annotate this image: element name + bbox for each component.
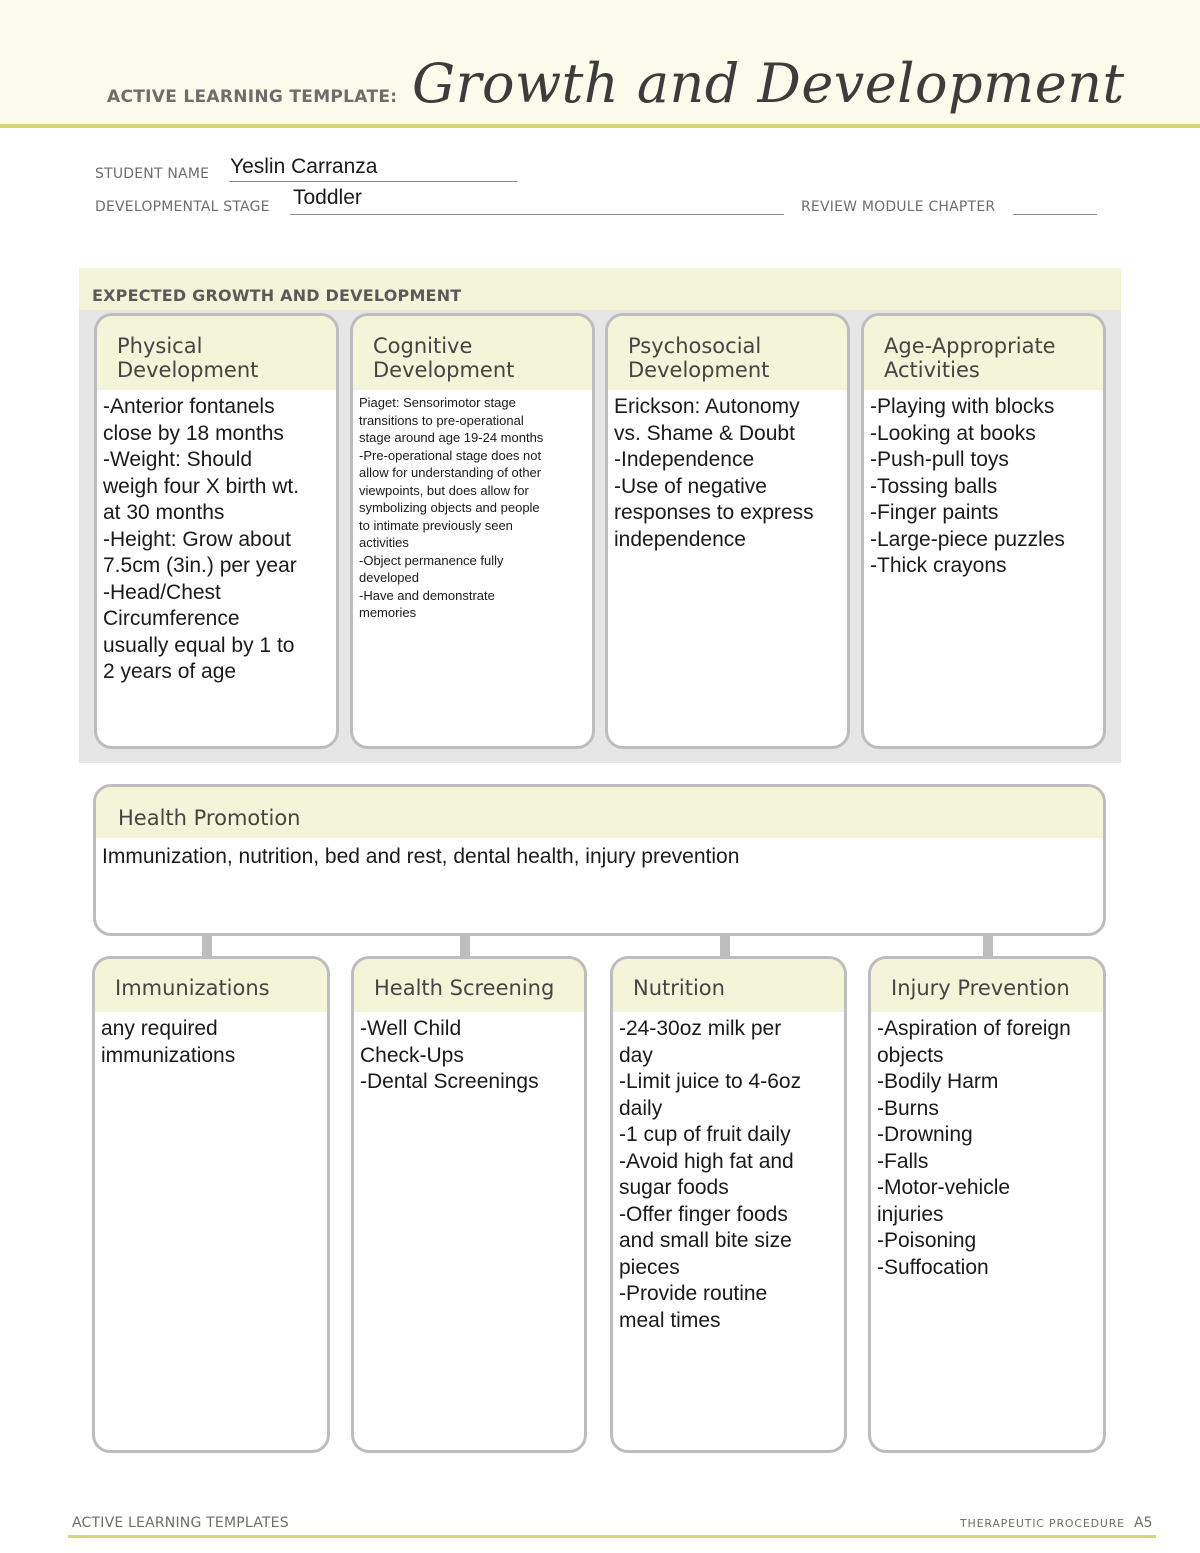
student-name-line (229, 181, 517, 182)
injury-prevention-heading: Injury Prevention (871, 959, 1103, 1012)
psychosocial-development-card (605, 313, 850, 749)
student-name-label: STUDENT NAME (95, 166, 210, 182)
review-module-chapter-label: REVIEW MODULE CHAPTER (801, 199, 996, 215)
cognitive-development-text[interactable]: Piaget: Sensorimotor stage transitions to pre-operational stage around age 19-24 months -Pre-operational stage does not allow for understanding of other viewpoints, but does allow for symbolizing objects and people to intimate previously seen activities -Object permanence fully developed -Have and demonstrate memories (359, 395, 544, 620)
physical-development-card (94, 313, 339, 749)
nutrition-text[interactable]: -24-30oz milk per day -Limit juice to 4-6oz daily -1 cup of fruit daily -Avoid high fat and sugar foods -Offer finger foods and small bite size pieces -Provide routine meal times (619, 1017, 802, 1332)
nutrition-card (610, 956, 847, 1453)
psychosocial-development-heading: Psychosocial Development (608, 316, 847, 390)
footer-rule (68, 1535, 1156, 1538)
connector-nutrition (720, 936, 730, 958)
health-promotion-heading: Health Promotion (96, 787, 1103, 838)
age-appropriate-activities-text[interactable]: -Playing with blocks -Looking at books -Push-pull toys -Tossing balls -Finger paints -Large-piece puzzles -Thick crayons (870, 395, 1065, 577)
health-screening-card (351, 956, 587, 1453)
expected-growth-title: EXPECTED GROWTH AND DEVELOPMENT (92, 286, 462, 305)
template-header (0, 0, 1200, 128)
footer-right-label: THERAPEUTIC PROCEDURE (960, 1517, 1125, 1530)
health-promotion-text[interactable]: Immunization, nutrition, bed and rest, dental health, injury prevention (102, 845, 740, 868)
page-number: A5 (1134, 1515, 1153, 1531)
psychosocial-development-text[interactable]: Erickson: Autonomy vs. Shame & Doubt -Independence -Use of negative responses to express independence (614, 395, 814, 551)
cognitive-development-card (350, 313, 595, 749)
age-appropriate-activities-card (861, 313, 1106, 749)
developmental-stage-line (290, 214, 784, 215)
nutrition-heading: Nutrition (613, 959, 844, 1012)
health-screening-heading: Health Screening (354, 959, 584, 1012)
injury-prevention-text[interactable]: -Aspiration of foreign objects -Bodily Harm -Burns -Drowning -Falls -Motor-vehicle injuries -Poisoning -Suffocation (877, 1017, 1071, 1279)
page-title: Growth and Development (412, 52, 1125, 115)
connector-health-screening (460, 936, 470, 958)
developmental-stage-label: DEVELOPMENTAL STAGE (95, 199, 270, 215)
health-screening-text[interactable]: -Well Child Check-Ups -Dental Screenings (360, 1017, 539, 1093)
physical-development-heading: Physical Development (97, 316, 336, 390)
health-promotion-card (93, 784, 1106, 936)
immunizations-text[interactable]: any required immunizations (101, 1017, 236, 1067)
developmental-stage-field[interactable]: Toddler (293, 186, 362, 209)
physical-development-text[interactable]: -Anterior fontanels close by 18 months -Weight: Should weigh four X birth wt. at 30 months -Height: Grow about 7.5cm (3in.) per year -Head/Chest Circumference usually equal by 1 to 2 years of age (103, 395, 300, 683)
connector-injury-prevention (983, 936, 993, 958)
age-appropriate-activities-heading: Age-Appropriate Activities (864, 316, 1103, 390)
student-name-field[interactable]: Yeslin Carranza (230, 155, 378, 178)
connector-immunizations (202, 936, 212, 958)
immunizations-heading: Immunizations (95, 959, 327, 1012)
immunizations-card (92, 956, 330, 1453)
footer-left-label: ACTIVE LEARNING TEMPLATES (72, 1515, 289, 1531)
injury-prevention-card (868, 956, 1106, 1453)
cognitive-development-heading: Cognitive Development (353, 316, 592, 390)
review-module-chapter-field[interactable] (1013, 214, 1097, 215)
template-label: ACTIVE LEARNING TEMPLATE: (107, 87, 398, 107)
